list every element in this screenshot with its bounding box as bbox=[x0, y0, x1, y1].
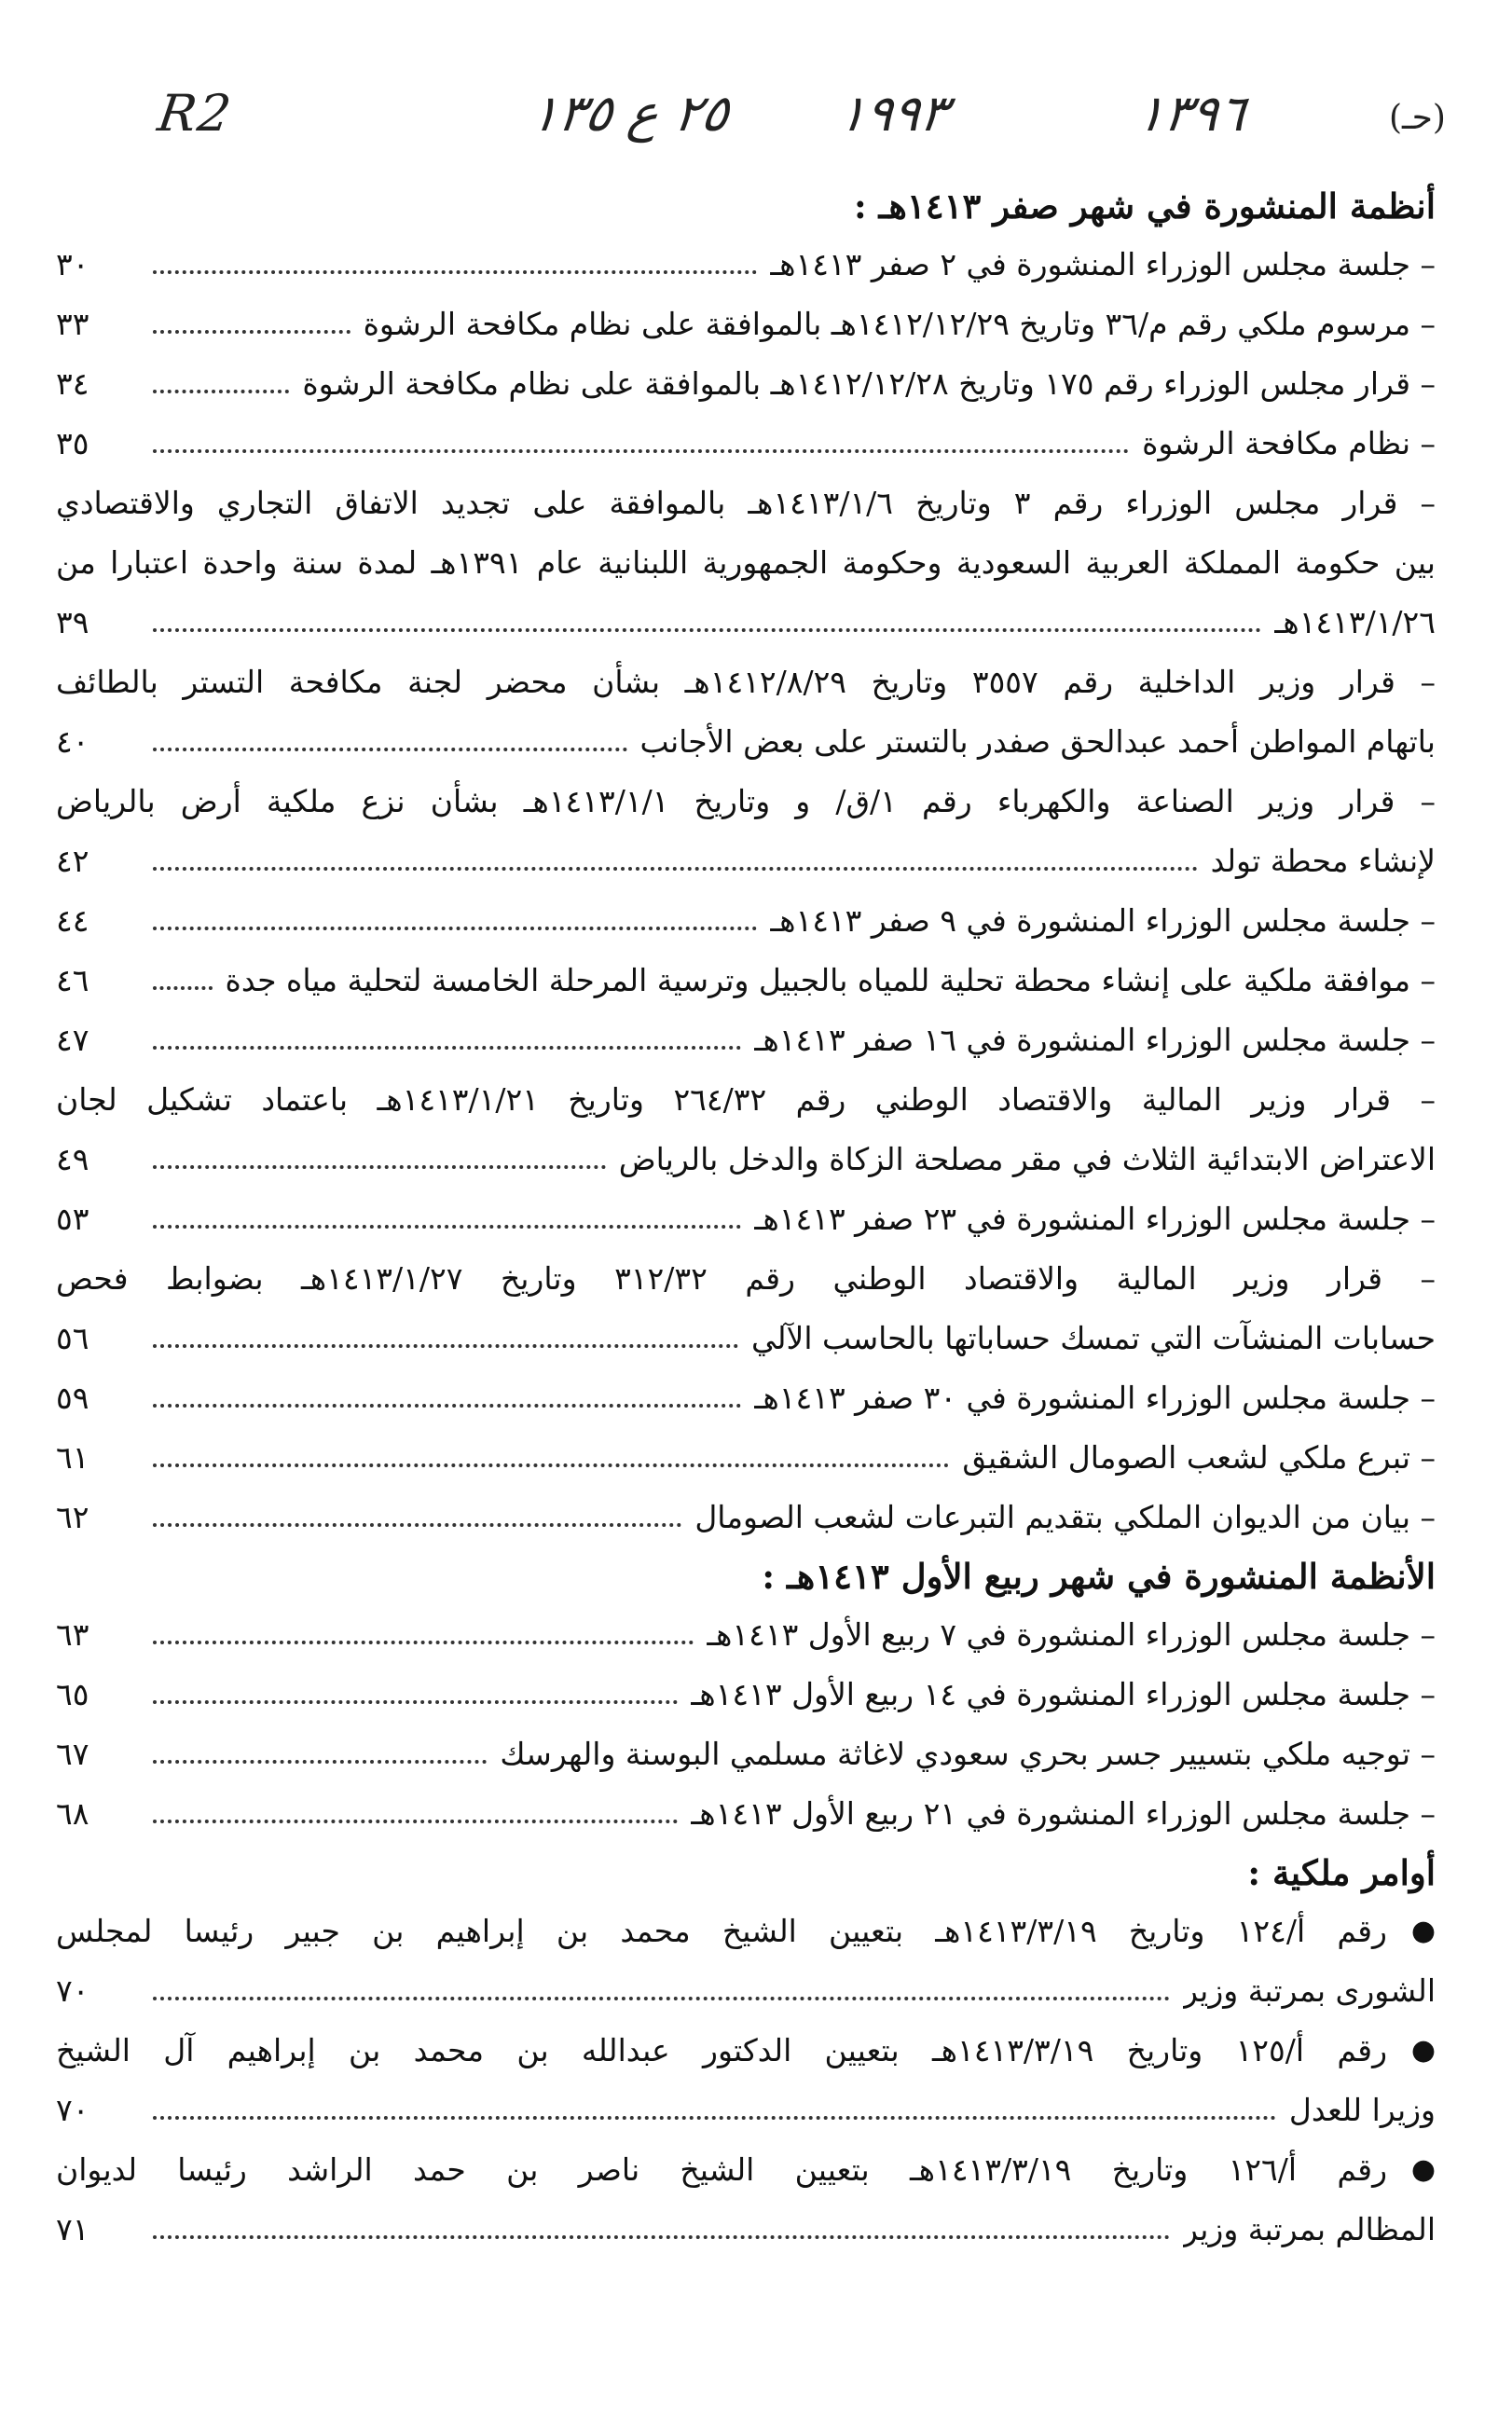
toc-entry-text: – جلسة مجلس الوزراء المنشورة في ٢٣ صفر ١٤١٣هـ bbox=[753, 1201, 1436, 1237]
toc-entry-text: وزيرا للعدل bbox=[1288, 2092, 1436, 2128]
dot-leader bbox=[153, 1404, 741, 1408]
toc-entry-text: رقم أ/١٢٤ وتاريخ ١٤١٣/٣/١٩هـ بتعيين الشيخ محمد بن إبراهيم بن جبير رئيسا لمجلس bbox=[56, 1913, 1387, 1949]
toc-entry[interactable] bbox=[56, 1130, 1436, 1189]
toc-page-number: ٧١ bbox=[56, 2211, 89, 2247]
toc-entry[interactable] bbox=[56, 295, 1436, 354]
toc-entry[interactable] bbox=[56, 1665, 1436, 1724]
toc-page-number: ٥٦ bbox=[56, 1320, 89, 1356]
toc-page-number: ٣٠ bbox=[56, 246, 89, 282]
toc-entry[interactable] bbox=[56, 1488, 1436, 1547]
handwritten-mark-1: R2 bbox=[154, 84, 237, 143]
bullet-icon: ● bbox=[1410, 1915, 1436, 1947]
toc-page-number: ٦٨ bbox=[56, 1795, 89, 1832]
toc-entry[interactable] bbox=[56, 2081, 1436, 2140]
dot-leader bbox=[153, 1344, 738, 1348]
handwritten-mark-4: ١٣٩٦ bbox=[1133, 84, 1250, 143]
toc-entry[interactable] bbox=[56, 1309, 1436, 1368]
handwritten-mark-3: ١٩٩٣ bbox=[834, 84, 952, 143]
toc-entry-line: بين حكومة المملكة العربية السعودية وحكومة الجمهورية اللبنانية عام ١٣٩١هـ لمدة سنة واحدة اعتبارا من bbox=[56, 544, 1436, 581]
table-of-contents bbox=[56, 177, 1436, 2260]
bullet-icon: ● bbox=[1410, 2153, 1436, 2186]
dot-leader bbox=[153, 1997, 1170, 2000]
toc-entry-line bbox=[56, 2140, 1436, 2200]
toc-entry[interactable] bbox=[56, 1368, 1436, 1428]
dot-leader bbox=[153, 390, 289, 393]
toc-entry-line: – قرار وزير الصناعة والكهرباء رقم ١/ق/ و وتاريخ ١٤١٣/١/١هـ بشأن نزع ملكية أرض بالرياض bbox=[56, 783, 1436, 819]
toc-entry-text: – موافقة ملكية على إنشاء محطة تحلية للمياه بالجبيل وترسية المرحلة الخامسة لتحلية مياه جدة bbox=[225, 962, 1436, 998]
dot-leader bbox=[153, 1463, 949, 1467]
toc-page-number: ٣٣ bbox=[56, 306, 89, 342]
toc-page-number: ٤٦ bbox=[56, 962, 89, 998]
toc-entry-line bbox=[56, 1902, 1436, 1961]
toc-entry[interactable] bbox=[56, 1189, 1436, 1249]
toc-entry[interactable] bbox=[56, 1010, 1436, 1070]
toc-entry-text: – جلسة مجلس الوزراء المنشورة في ٢ صفر ١٤١٣هـ bbox=[770, 246, 1436, 282]
toc-entry-text: – مرسوم ملكي رقم م/٣٦ وتاريخ ١٤١٢/١٢/٢٩هـ بالموافقة على نظام مكافحة الرشوة bbox=[363, 306, 1436, 342]
toc-entry-text: – توجيه ملكي بتسيير جسر بحري سعودي لاغاثة مسلمي البوسنة والهرسك bbox=[500, 1736, 1436, 1772]
page-letter: (حـ) bbox=[1389, 99, 1446, 137]
toc-page-number: ٧٠ bbox=[56, 2092, 89, 2128]
dot-leader bbox=[153, 1760, 487, 1764]
dot-leader bbox=[153, 1700, 678, 1704]
toc-page-number: ٦٢ bbox=[56, 1499, 89, 1535]
toc-entry-text: رقم أ/١٢٦ وتاريخ ١٤١٣/٣/١٩هـ بتعيين الشيخ ناصر بن حمد الراشد رئيسا لديوان bbox=[56, 2151, 1388, 2188]
toc-entry-text: – جلسة مجلس الوزراء المنشورة في ٢١ ربيع الأول ١٤١٣هـ bbox=[690, 1795, 1436, 1832]
toc-entry[interactable] bbox=[56, 951, 1436, 1010]
toc-entry-text: – جلسة مجلس الوزراء المنشورة في ٣٠ صفر ١٤١٣هـ bbox=[753, 1380, 1436, 1416]
dot-leader bbox=[153, 1165, 606, 1169]
toc-page-number: ٣٥ bbox=[56, 425, 89, 461]
toc-entry-line: – قرار وزير المالية والاقتصاد الوطني رقم ٣١٢/٣٢ وتاريخ ١٤١٣/١/٢٧هـ بضوابط فحص bbox=[56, 1260, 1436, 1297]
toc-entry-line: – قرار مجلس الوزراء رقم ٣ وتاريخ ١٤١٣/١/٦هـ بالموافقة على تجديد الاتفاق التجاري والاقتصادي bbox=[56, 485, 1436, 521]
section-heading: أوامر ملكية : bbox=[1247, 1852, 1436, 1893]
toc-page-number: ٥٣ bbox=[56, 1201, 89, 1237]
toc-entry[interactable] bbox=[56, 831, 1436, 891]
toc-entry-text: الشورى بمرتبة وزير bbox=[1182, 1972, 1436, 2009]
toc-entry-text: لإنشاء محطة تولد bbox=[1210, 843, 1436, 879]
toc-page-number: ٤٩ bbox=[56, 1141, 89, 1177]
toc-entry[interactable] bbox=[56, 1784, 1436, 1844]
dot-leader bbox=[153, 270, 757, 274]
toc-entry-text: – جلسة مجلس الوزراء المنشورة في ٩ صفر ١٤١٣هـ bbox=[770, 902, 1436, 939]
toc-entry-line: – قرار وزير الداخلية رقم ٣٥٥٧ وتاريخ ١٤١٢/٨/٢٩هـ بشأن محضر لجنة مكافحة التستر بالطائف bbox=[56, 664, 1436, 700]
toc-entry-text: – جلسة مجلس الوزراء المنشورة في ١٦ صفر ١٤١٣هـ bbox=[753, 1022, 1436, 1058]
toc-entry-text: – بيان من الديوان الملكي بتقديم التبرعات لشعب الصومال bbox=[694, 1499, 1436, 1535]
dot-leader bbox=[153, 1225, 741, 1229]
toc-entry[interactable] bbox=[56, 1605, 1436, 1665]
toc-page-number: ٣٩ bbox=[56, 604, 89, 640]
toc-entry[interactable] bbox=[56, 1724, 1436, 1784]
toc-entry[interactable] bbox=[56, 712, 1436, 772]
dot-leader bbox=[153, 748, 627, 751]
toc-page-number: ٦٣ bbox=[56, 1616, 89, 1653]
toc-page-number: ٤٢ bbox=[56, 843, 89, 879]
dot-leader bbox=[153, 867, 1198, 871]
toc-entry-text: حسابات المنشآت التي تمسك حساباتها بالحاسب الآلي bbox=[751, 1320, 1436, 1356]
bullet-icon: ● bbox=[1410, 2034, 1436, 2067]
toc-entry-text: – قرار مجلس الوزراء رقم ١٧٥ وتاريخ ١٤١٢/١٢/٢٨هـ بالموافقة على نظام مكافحة الرشوة bbox=[302, 365, 1436, 402]
toc-entry[interactable] bbox=[56, 354, 1436, 414]
toc-entry-text: – تبرع ملكي لشعب الصومال الشقيق bbox=[962, 1439, 1436, 1476]
toc-entry-text: – نظام مكافحة الرشوة bbox=[1142, 425, 1436, 461]
dot-leader bbox=[153, 628, 1261, 632]
toc-entry[interactable] bbox=[56, 593, 1436, 653]
toc-entry[interactable] bbox=[56, 891, 1436, 951]
toc-entry-text: – جلسة مجلس الوزراء المنشورة في ١٤ ربيع الأول ١٤١٣هـ bbox=[690, 1676, 1436, 1712]
toc-entry-text: المظالم بمرتبة وزير bbox=[1183, 2211, 1436, 2247]
toc-entry-text: – جلسة مجلس الوزراء المنشورة في ٧ ربيع الأول ١٤١٣هـ bbox=[707, 1616, 1436, 1653]
toc-entry[interactable] bbox=[56, 1428, 1436, 1488]
toc-entry[interactable] bbox=[56, 235, 1436, 295]
toc-page-number: ٥٩ bbox=[56, 1380, 89, 1416]
toc-entry[interactable] bbox=[56, 414, 1436, 474]
dot-leader bbox=[153, 1820, 678, 1823]
toc-entry[interactable] bbox=[56, 1961, 1436, 2021]
dot-leader bbox=[153, 986, 213, 990]
toc-page-number: ٣٤ bbox=[56, 365, 89, 402]
toc-page-number: ٤٠ bbox=[56, 723, 89, 760]
dot-leader bbox=[153, 1046, 741, 1050]
toc-page-number: ٤٧ bbox=[56, 1022, 89, 1058]
handwritten-mark-2: ٢٥ ع ١٣٥ bbox=[527, 84, 734, 143]
toc-page-number: ٦٥ bbox=[56, 1676, 89, 1712]
toc-entry-line bbox=[56, 2021, 1436, 2081]
toc-page-number: ٦٧ bbox=[56, 1736, 89, 1772]
dot-leader bbox=[153, 927, 757, 930]
toc-page-number: ٤٤ bbox=[56, 902, 89, 939]
section-heading: الأنظمة المنشورة في شهر ربيع الأول ١٤١٣هـ : bbox=[762, 1556, 1436, 1597]
toc-entry-line: – قرار وزير المالية والاقتصاد الوطني رقم ٢٦٤/٣٢ وتاريخ ١٤١٣/١/٢١هـ باعتماد تشكيل لجان bbox=[56, 1081, 1436, 1118]
toc-page-number: ٧٠ bbox=[56, 1972, 89, 2009]
section-heading: أنظمة المنشورة في شهر صفر ١٤١٣هـ : bbox=[853, 185, 1436, 227]
toc-entry[interactable] bbox=[56, 2200, 1436, 2260]
dot-leader bbox=[153, 1641, 694, 1644]
dot-leader bbox=[153, 1523, 681, 1527]
toc-entry-text: الاعتراض الابتدائية الثلاث في مقر مصلحة الزكاة والدخل بالرياض bbox=[618, 1141, 1436, 1177]
toc-entry-text: رقم أ/١٢٥ وتاريخ ١٤١٣/٣/١٩هـ بتعيين الدكتور عبدالله بن محمد بن إبراهيم آل الشيخ bbox=[56, 2032, 1388, 2068]
dot-leader bbox=[153, 2235, 1170, 2239]
dot-leader bbox=[153, 2116, 1276, 2120]
dot-leader bbox=[153, 449, 1129, 453]
toc-entry-text: باتهام المواطن أحمد عبدالحق صفدر بالتستر على بعض الأجانب bbox=[639, 723, 1436, 760]
dot-leader bbox=[153, 330, 351, 334]
toc-entry-text: ١٤١٣/١/٢٦هـ bbox=[1273, 604, 1436, 640]
toc-page-number: ٦١ bbox=[56, 1439, 89, 1476]
